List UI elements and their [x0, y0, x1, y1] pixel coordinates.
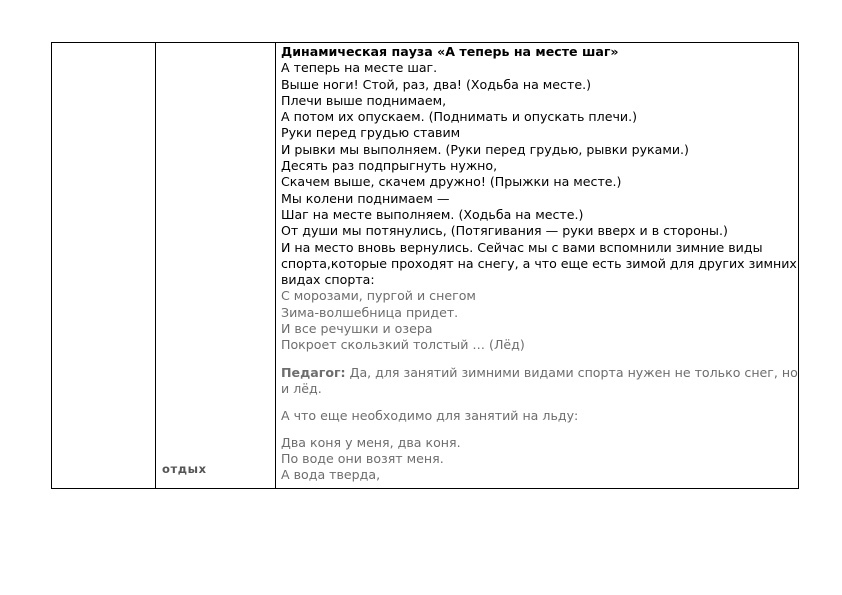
teacher-text: Да, для занятий зимними видами спорта нужен не только снег, но и лёд. [281, 364, 798, 396]
teacher-label: Педагог: [281, 364, 346, 380]
riddle-line: С морозами, пургой и снегом [281, 288, 476, 304]
verse-line: А теперь на месте шаг. [281, 60, 438, 76]
riddle-ice [281, 288, 798, 353]
table-row [52, 43, 799, 489]
verse-line: От души мы потянулись, (Потягивания — руки вверх и в стороны.) [281, 223, 728, 239]
verse-line: Руки перед грудью ставим [281, 125, 461, 141]
verse-line: Выше ноги! Стой, раз, два! (Ходьба на месте.) [281, 76, 591, 92]
teacher-remark [281, 365, 798, 398]
riddle-line: Два коня у меня, два коня. [281, 434, 461, 450]
verse-line: Скачем выше, скачем дружно! (Прыжки на месте.) [281, 174, 622, 190]
verse-line: Мы колени поднимаем — [281, 190, 450, 206]
riddle-line: По воде они возят меня. [281, 450, 444, 466]
time-cell [52, 43, 156, 489]
verse-line: А потом их опускаем. (Поднимать и опускать плечи.) [281, 109, 637, 125]
verse-line: И рывки мы выполняем. (Руки перед грудью, рывки руками.) [281, 141, 689, 157]
riddle-line: Зима-волшебница придет. [281, 304, 459, 320]
section-title: Динамическая пауза «А теперь на месте шаг» [281, 44, 619, 59]
question-text: А что еще необходимо для занятий на льду: [281, 408, 579, 424]
verse-line: Плечи выше поднимаем, [281, 92, 447, 108]
verse [281, 60, 798, 239]
verse-line: Десять раз подпрыгнуть нужно, [281, 158, 498, 174]
riddle-line: Покроет скользкий толстый … (Лёд) [281, 337, 525, 353]
content-cell [276, 43, 799, 489]
riddle-line: А вода тверда, [281, 467, 381, 483]
verse-line: Шаг на месте выполняем. (Ходьба на месте.) [281, 206, 584, 222]
stage-label: отдых [162, 462, 207, 476]
transition-paragraph: И на место вновь вернулись. Сейчас мы с вами вспомнили зимние виды спорта,которые проходят на снегу, а что еще есть зимой для других зимних видах спорта: [281, 239, 797, 288]
stage-cell [156, 43, 276, 489]
riddle-skates [281, 435, 798, 484]
riddle-line: И все речушки и озера [281, 321, 433, 337]
lesson-table [51, 42, 799, 489]
